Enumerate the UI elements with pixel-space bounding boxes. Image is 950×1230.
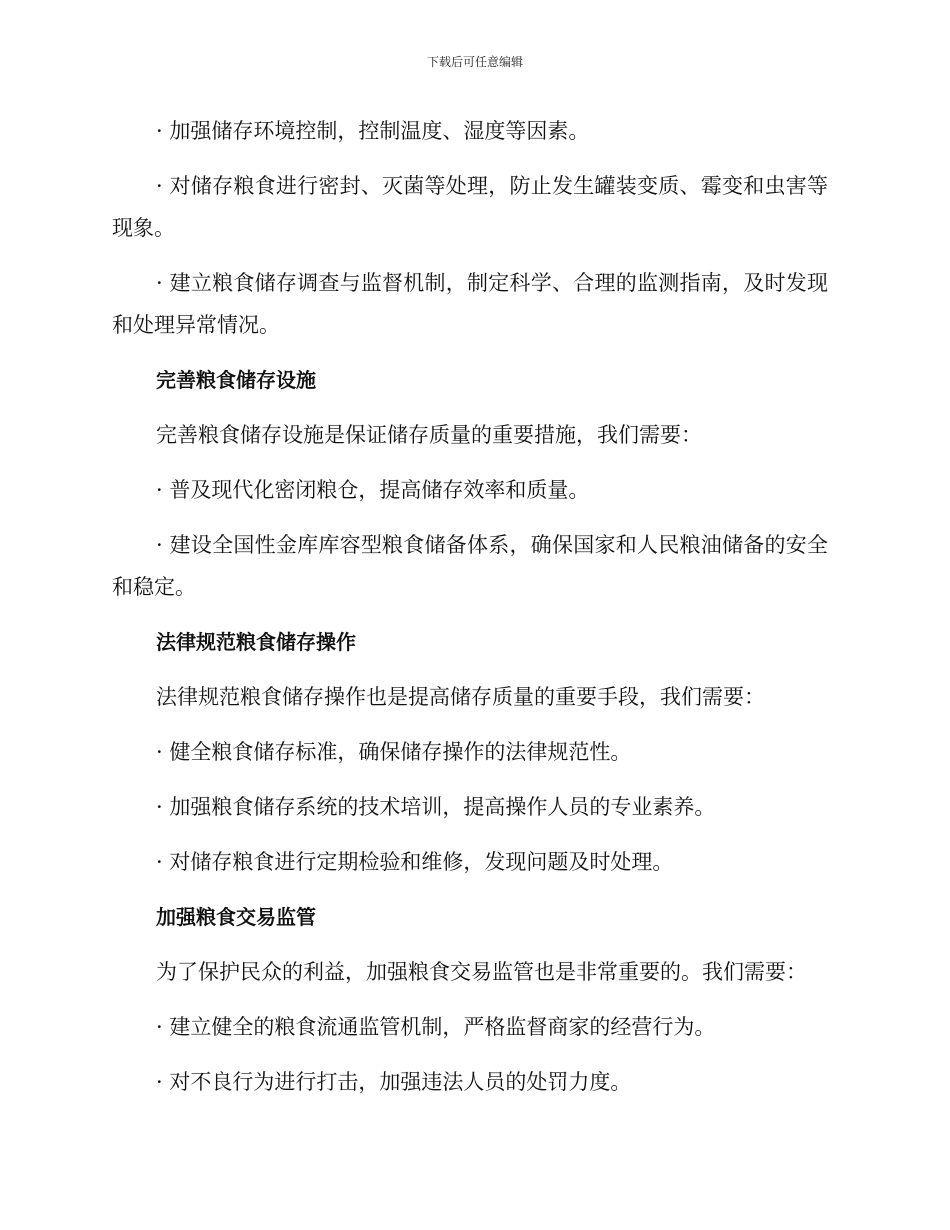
bullet-storage-standards: · 健全粮食储存标准，确保储存操作的法律规范性。 [156, 740, 632, 764]
bullet-monitoring-mechanism: · 建立粮食储存调查与监督机制，制定科学、合理的监测指南，及时发现和处理异常情况。 [112, 271, 828, 337]
bullet-penalties: · 对不良行为进行打击，加强违法人员的处罚力度。 [156, 1070, 632, 1094]
bullet-regular-inspection: · 对储存粮食进行定期检验和维修，发现问题及时处理。 [156, 850, 674, 874]
section-heading-facilities: 完善粮食储存设施 [156, 368, 316, 392]
section-heading-legal: 法律规范粮食储存操作 [156, 630, 356, 654]
bullet-national-reserve: · 建设全国性金库库容型粮食储备体系，确保国家和人民粮油储备的安全和稳定。 [112, 533, 828, 599]
section-heading-trade: 加强粮食交易监管 [156, 905, 316, 929]
header-note: 下载后可任意编辑 [426, 55, 523, 69]
bullet-circulation-supervision: · 建立健全的粮食流通监管机制，严格监督商家的经营行为。 [156, 1015, 716, 1039]
bullet-modern-granary: · 普及现代化密闭粮仓，提高储存效率和质量。 [156, 478, 590, 502]
paragraph-trade-intro: 为了保护民众的利益，加强粮食交易监管也是非常重要的。我们需要： [156, 960, 807, 984]
bullet-sealing-sterilization: · 对储存粮食进行密封、灭菌等处理，防止发生罐装变质、霉变和虫害等现象。 [112, 174, 828, 240]
paragraph-legal-intro: 法律规范粮食储存操作也是提高储存质量的重要手段，我们需要： [156, 685, 765, 709]
bullet-storage-environment: · 加强储存环境控制，控制温度、湿度等因素。 [156, 119, 590, 143]
paragraph-facilities-intro: 完善粮食储存设施是保证储存质量的重要措施，我们需要： [156, 423, 702, 447]
bullet-technical-training: · 加强粮食储存系统的技术培训，提高操作人员的专业素养。 [156, 795, 716, 819]
document-body [112, 110, 828, 1116]
